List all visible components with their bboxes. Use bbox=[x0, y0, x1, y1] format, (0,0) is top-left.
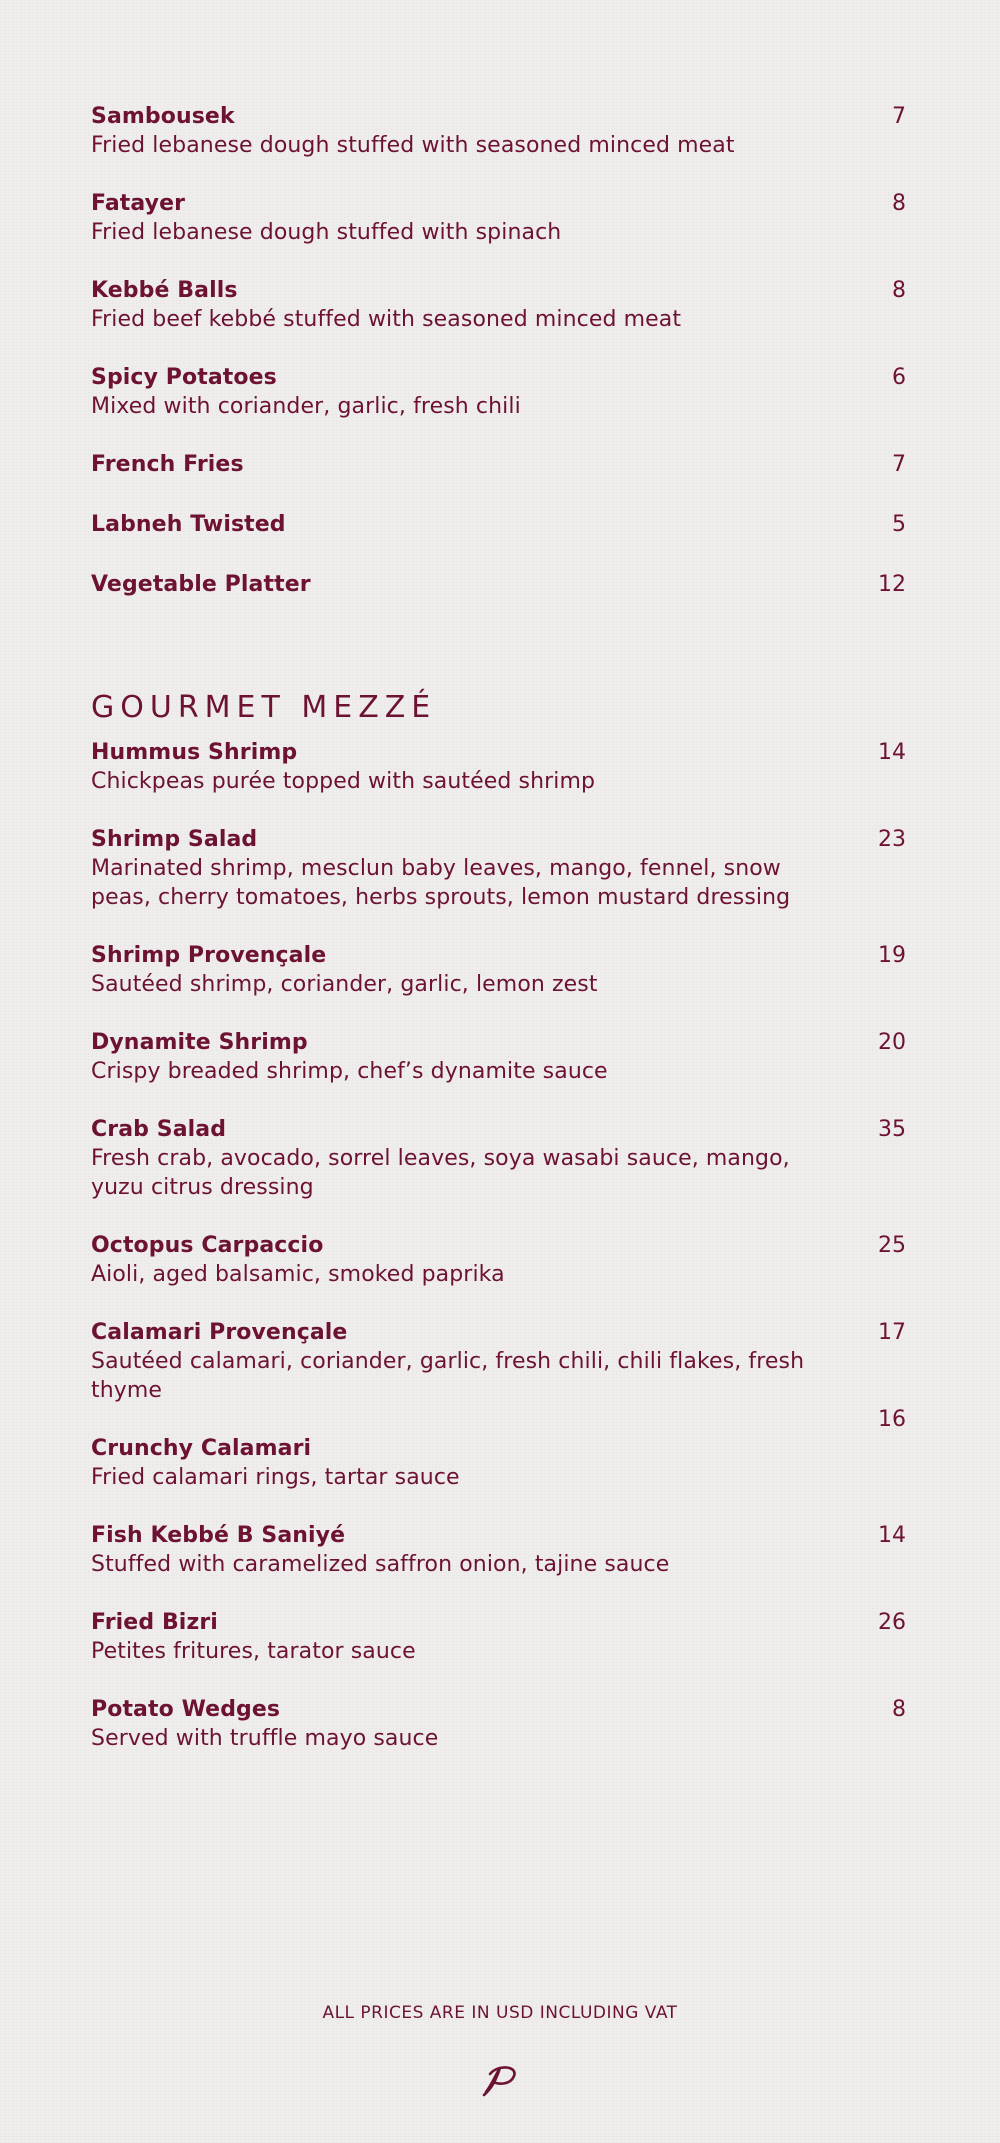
item-description: Sautéed shrimp, coriander, garlic, lemon zest bbox=[91, 972, 598, 997]
item-price: 23 bbox=[878, 827, 906, 852]
item-price: 25 bbox=[878, 1233, 906, 1258]
menu-item bbox=[91, 1407, 906, 1492]
item-price: 26 bbox=[878, 1610, 906, 1635]
item-name: Shrimp Salad bbox=[91, 827, 258, 852]
menu-item bbox=[91, 102, 906, 160]
menu-item bbox=[91, 1028, 906, 1086]
item-description: Petites fritures, tarator sauce bbox=[91, 1639, 416, 1664]
item-description: Served with truffle mayo sauce bbox=[91, 1726, 439, 1751]
item-description: Fresh crab, avocado, sorrel leaves, soya wasabi sauce, mango, yuzu citrus dressing bbox=[91, 1146, 790, 1200]
item-description: Fried calamari rings, tartar sauce bbox=[91, 1465, 460, 1490]
item-price: 8 bbox=[892, 1697, 906, 1722]
item-name: Fatayer bbox=[91, 191, 186, 216]
item-description: Fried beef kebbé stuffed with seasoned minced meat bbox=[91, 307, 682, 332]
menu-item bbox=[91, 276, 906, 334]
item-price: 17 bbox=[878, 1320, 906, 1345]
item-name: Shrimp Provençale bbox=[91, 943, 327, 968]
menu-item bbox=[91, 363, 906, 421]
item-description: Mixed with coriander, garlic, fresh chili bbox=[91, 394, 521, 419]
item-description: Fried lebanese dough stuffed with seasoned minced meat bbox=[91, 133, 735, 158]
menu-item bbox=[91, 1608, 906, 1666]
item-name: Spicy Potatoes bbox=[91, 365, 277, 390]
menu-section-gourmet-mezze bbox=[91, 688, 906, 1782]
item-name: Crab Salad bbox=[91, 1117, 227, 1142]
section-title: GOURMET MEZZÉ bbox=[91, 690, 437, 725]
menu-item bbox=[91, 1695, 906, 1753]
item-name: Hummus Shrimp bbox=[91, 740, 298, 765]
item-price: 7 bbox=[892, 104, 906, 129]
menu-item bbox=[91, 825, 906, 912]
item-price: 35 bbox=[878, 1117, 906, 1142]
menu-item bbox=[91, 1231, 906, 1289]
menu-item bbox=[91, 450, 906, 479]
item-description: Crispy breaded shrimp, chef’s dynamite sauce bbox=[91, 1059, 608, 1084]
item-description: Aioli, aged balsamic, smoked paprika bbox=[91, 1262, 505, 1287]
item-description: Fried lebanese dough stuffed with spinach bbox=[91, 220, 562, 245]
script-p-logo-icon bbox=[478, 2062, 522, 2098]
item-price: 19 bbox=[878, 943, 906, 968]
item-price: 5 bbox=[892, 512, 906, 537]
item-name: Vegetable Platter bbox=[91, 572, 311, 597]
menu-section-cold-hot-mezze bbox=[91, 102, 906, 630]
item-description: Marinated shrimp, mesclun baby leaves, mango, fennel, snow peas, cherry tomatoes, herbs sprouts, lemon mustard dressing bbox=[91, 856, 791, 910]
item-price: 8 bbox=[892, 191, 906, 216]
footer-note: ALL PRICES ARE IN USD INCLUDING VAT bbox=[322, 2003, 678, 2023]
item-name: Crunchy Calamari bbox=[91, 1436, 312, 1461]
item-price: 12 bbox=[878, 572, 906, 597]
item-price: 20 bbox=[878, 1030, 906, 1055]
menu-item bbox=[91, 1318, 906, 1405]
item-price: 8 bbox=[892, 278, 906, 303]
menu-item bbox=[91, 189, 906, 247]
item-name: Fish Kebbé B Saniyé bbox=[91, 1523, 346, 1548]
item-description: Chickpeas purée topped with sautéed shrimp bbox=[91, 769, 596, 794]
item-description: Stuffed with caramelized saffron onion, tajine sauce bbox=[91, 1552, 670, 1577]
menu-item bbox=[91, 941, 906, 999]
item-name: Potato Wedges bbox=[91, 1697, 281, 1722]
item-name: Calamari Provençale bbox=[91, 1320, 348, 1345]
item-price: 6 bbox=[892, 365, 906, 390]
item-price: 7 bbox=[892, 452, 906, 477]
item-name: Sambousek bbox=[91, 104, 235, 129]
item-name: Fried Bizri bbox=[91, 1610, 218, 1635]
item-name: French Fries bbox=[91, 452, 244, 477]
menu-item bbox=[91, 1521, 906, 1579]
menu-item bbox=[91, 570, 906, 599]
menu-item bbox=[91, 738, 906, 796]
item-price: 16 bbox=[878, 1407, 906, 1432]
item-name: Labneh Twisted bbox=[91, 512, 286, 537]
item-name: Kebbé Balls bbox=[91, 278, 238, 303]
menu-item bbox=[91, 510, 906, 539]
item-name: Octopus Carpaccio bbox=[91, 1233, 324, 1258]
item-price: 14 bbox=[878, 1523, 906, 1548]
item-description: Sautéed calamari, coriander, garlic, fresh chili, chili flakes, fresh thyme bbox=[91, 1349, 805, 1403]
item-name: Dynamite Shrimp bbox=[91, 1030, 308, 1055]
item-price: 14 bbox=[878, 740, 906, 765]
menu-item bbox=[91, 1115, 906, 1202]
